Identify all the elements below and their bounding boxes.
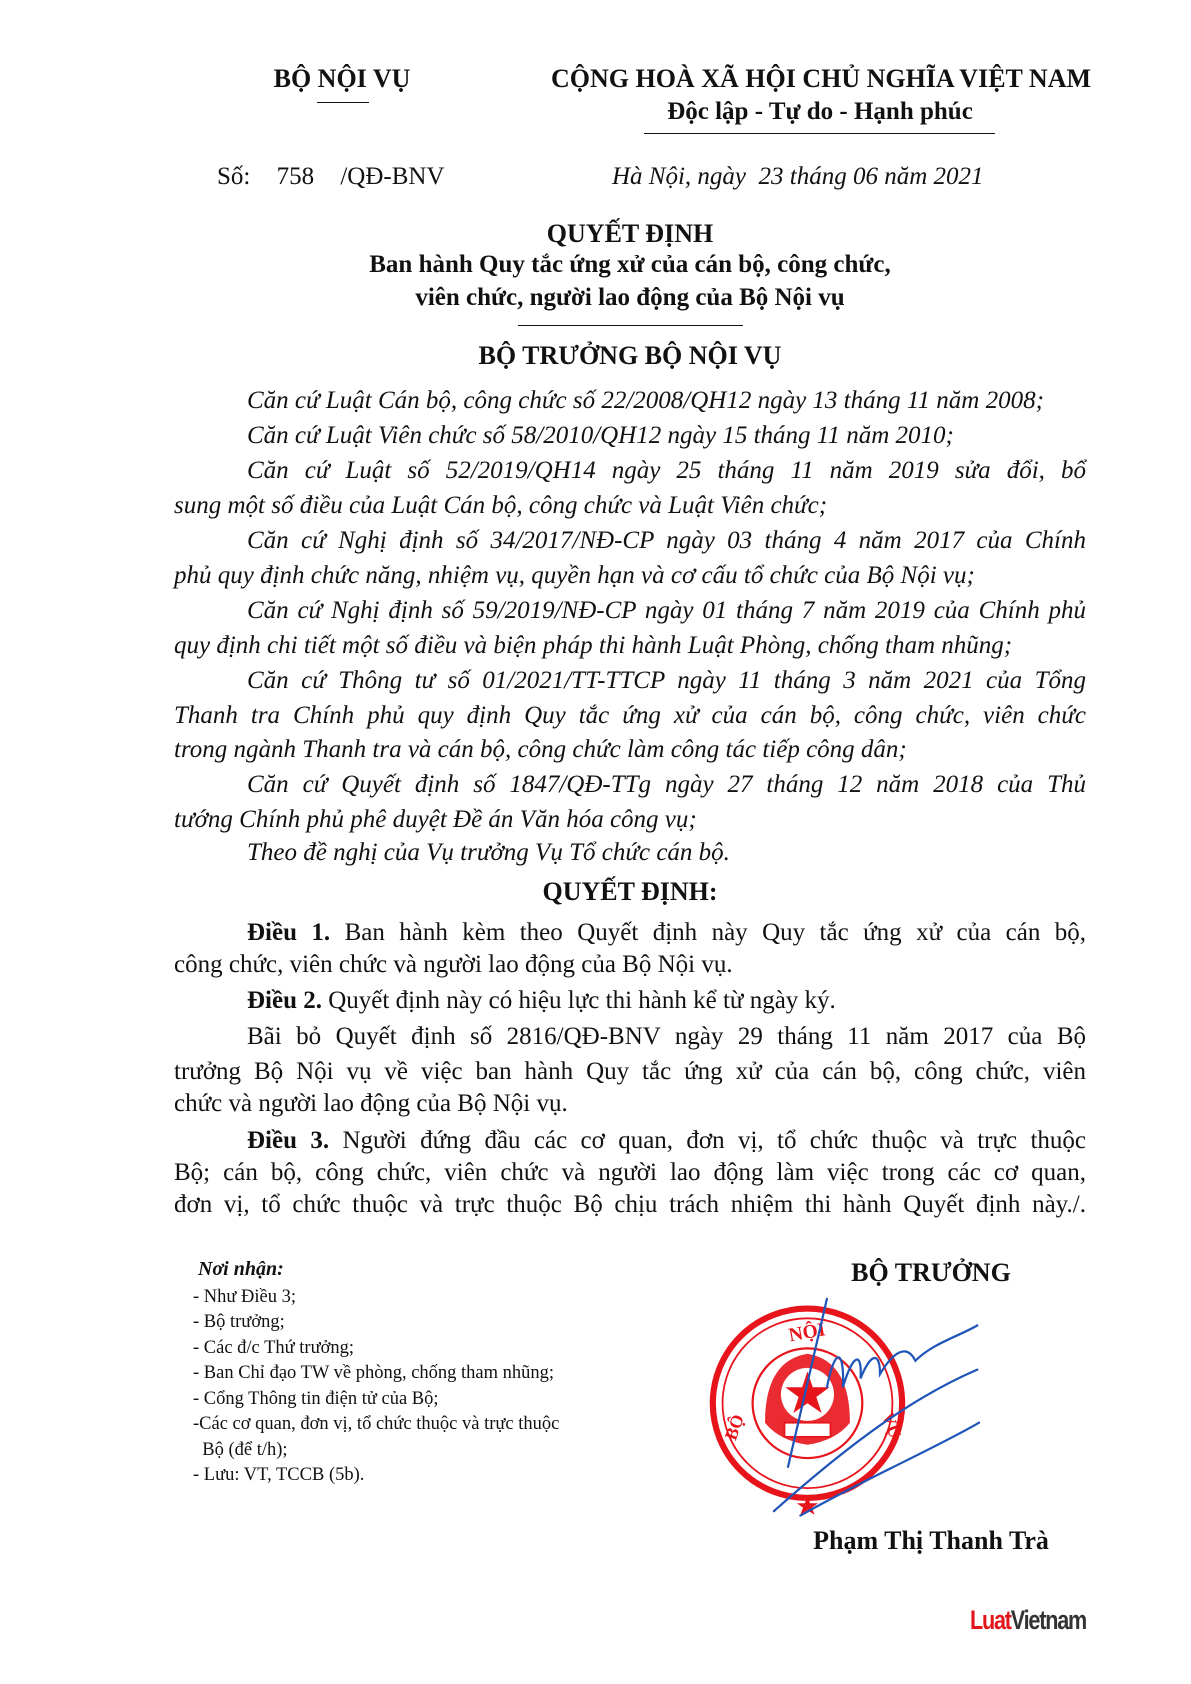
preamble-line: sung một số điều của Luật Cán bộ, công chức và Luật Viên chức;: [174, 492, 828, 519]
article-2-line: Bãi bỏ Quyết định số 2816/QĐ-BNV ngày 29 tháng 11 năm 2017 của Bộ: [247, 1023, 1086, 1050]
preamble-line: tướng Chính phủ phê duyệt Đề án Văn hóa công vụ;: [174, 806, 697, 833]
seal-text-right: VỤ: [877, 1409, 906, 1441]
preamble-line: Thanh tra Chính phủ quy định Quy tắc ứng xử của cán bộ, công chức, viên chức: [174, 702, 1086, 729]
recipient-item: - Ban Chỉ đạo TW về phòng, chống tham nhũng;: [193, 1363, 555, 1383]
preamble-line: Căn cứ Luật Viên chức số 58/2010/QH12 ngày 15 tháng 11 năm 2010;: [247, 422, 954, 449]
preamble-line: Căn cứ Quyết định số 1847/QĐ-TTg ngày 27 tháng 12 năm 2018 của Thủ: [247, 771, 1086, 798]
number-label: Số:: [217, 163, 251, 190]
article-3-line: [247, 1126, 1086, 1156]
seal-text-top: NỘI: [787, 1319, 828, 1347]
watermark-part-2: Vietnam: [1010, 1605, 1087, 1635]
recipient-item: - Lưu: VT, TCCB (5b).: [193, 1465, 365, 1485]
motto: Độc lập - Tự do - Hạnh phúc: [667, 98, 973, 125]
preamble-line: Căn cứ Nghị định số 34/2017/NĐ-CP ngày 03 tháng 4 năm 2017 của Chính: [247, 527, 1086, 554]
preamble-line: Căn cứ Nghị định số 59/2019/NĐ-CP ngày 01 tháng 7 năm 2019 của Chính phủ: [247, 597, 1086, 624]
agency-name: BỘ NỘI VỤ: [273, 64, 411, 93]
signer-title: BỘ TRƯỞNG: [851, 1258, 1011, 1287]
subtitle-line-2: viên chức, người lao động của Bộ Nội vụ: [415, 284, 845, 311]
seal-text-left: BỘ: [720, 1411, 749, 1443]
decides-heading: QUYẾT ĐỊNH:: [542, 877, 718, 906]
preamble-line: trong ngành Thanh tra và cán bộ, công chức làm công tác tiếp công dân;: [174, 736, 907, 763]
agency-underline: [317, 102, 369, 103]
preamble-line: Căn cứ Luật số 52/2019/QH14 ngày 25 tháng 11 năm 2019 sửa đổi, bổ: [247, 457, 1086, 484]
article-3-line: đơn vị, tổ chức thuộc và trực thuộc Bộ chịu trách nhiệm thi hành Quyết định này./.: [174, 1191, 1086, 1218]
motto-underline: [644, 133, 995, 134]
recipient-item: Bộ (để t/h);: [193, 1440, 288, 1460]
issuing-authority: BỘ TRƯỞNG BỘ NỘI VỤ: [478, 341, 782, 370]
number-suffix: /QĐ-BNV: [340, 163, 445, 190]
preamble-line: Căn cứ Luật Cán bộ, công chức số 22/2008/QH12 ngày 13 tháng 11 năm 2008;: [247, 387, 1044, 414]
document-title: QUYẾT ĐỊNH: [546, 219, 714, 248]
recipient-item: - Như Điều 3;: [193, 1287, 297, 1307]
article-2-text: Quyết định này có hiệu lực thi hành kể từ ngày ký.: [322, 987, 836, 1014]
preamble-line: Theo đề nghị của Vụ trưởng Vụ Tổ chức cán bộ.: [247, 839, 730, 866]
recipient-item: - Các đ/c Thứ trưởng;: [193, 1338, 355, 1358]
preamble-line: phủ quy định chức năng, nhiệm vụ, quyền hạn và cơ cấu tổ chức của Bộ Nội vụ;: [174, 562, 975, 589]
country-name: CỘNG HOÀ XÃ HỘI CHỦ NGHĨA VIỆT NAM: [550, 64, 1092, 93]
preamble-line: quy định chi tiết một số điều và biện pháp thi hành Luật Phòng, chống tham nhũng;: [174, 632, 1013, 659]
official-seal-and-signature: [680, 1290, 1080, 1520]
article-2-line: [247, 986, 1086, 1016]
subtitle-line-1: Ban hành Quy tắc ứng xử của cán bộ, công chức,: [369, 251, 891, 278]
recipient-item: - Cổng Thông tin điện tử của Bộ;: [193, 1389, 439, 1409]
recipient-item: - Bộ trưởng;: [193, 1312, 285, 1332]
recipients-label: Nơi nhận:: [198, 1258, 284, 1280]
article-1-line: công chức, viên chức và người lao động của Bộ Nội vụ.: [174, 951, 733, 978]
article-1-line: [247, 918, 1086, 948]
preamble-line: Căn cứ Thông tư số 01/2021/TT-TTCP ngày 11 tháng 3 năm 2021 của Tổng: [247, 667, 1086, 694]
title-divider: [518, 325, 743, 326]
luatvietnam-watermark: [970, 1605, 1086, 1636]
article-3-label: Điều 3.: [247, 1127, 330, 1154]
recipient-item: -Các cơ quan, đơn vị, tổ chức thuộc và trực thuộc: [193, 1414, 560, 1434]
number-value: 758: [276, 163, 315, 190]
article-3-text: Người đứng đầu các cơ quan, đơn vị, tổ chức thuộc và trực thuộc: [329, 1127, 1087, 1154]
article-3-line: Bộ; cán bộ, công chức, viên chức và người lao động làm việc trong các cơ quan,: [174, 1159, 1086, 1186]
signer-name: Phạm Thị Thanh Trà: [813, 1526, 1049, 1555]
document-number: [217, 163, 445, 191]
article-2-line: trưởng Bộ Nội vụ về việc ban hành Quy tắc ứng xử của cán bộ, công chức, viên: [174, 1058, 1086, 1085]
article-1-text: Ban hành kèm theo Quyết định này Quy tắc ứng xử của cán bộ,: [330, 919, 1086, 946]
article-1-label: Điều 1.: [247, 919, 331, 946]
watermark-part-1: Luat: [970, 1605, 1011, 1635]
place-date: Hà Nội, ngày 23 tháng 06 năm 2021: [612, 163, 984, 190]
article-2-line: chức và người lao động của Bộ Nội vụ.: [174, 1090, 568, 1117]
article-2-label: Điều 2.: [247, 987, 322, 1014]
